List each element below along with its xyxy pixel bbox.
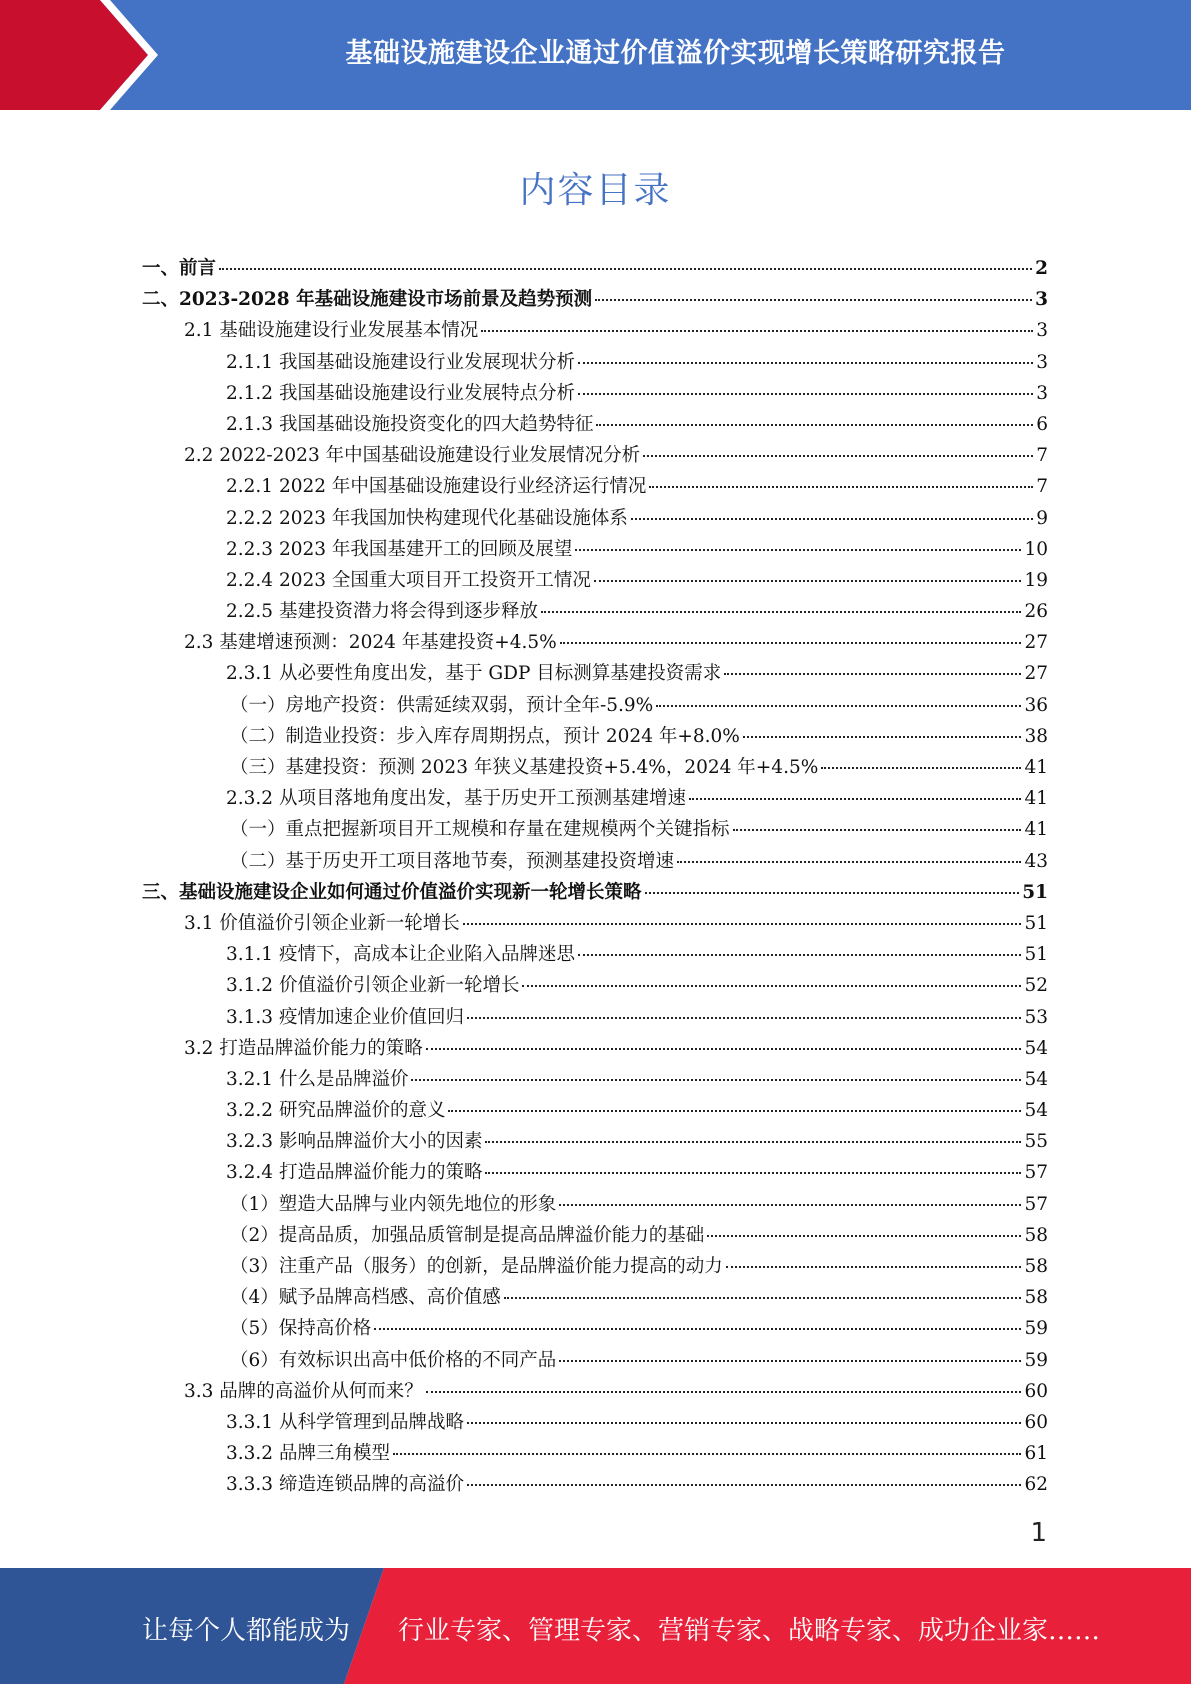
toc-entry-page: 58: [1024, 1287, 1048, 1309]
toc-entry-label: 3.1 价值溢价引领企业新一轮增长: [184, 912, 460, 934]
toc-entry-page: 3: [1036, 320, 1048, 342]
toc-dot-leader: [560, 642, 1022, 644]
toc-entry[interactable]: [142, 566, 1048, 597]
toc-dot-leader: [374, 1328, 1021, 1330]
toc-entry-page: 58: [1024, 1224, 1048, 1246]
toc-entry-page: 3: [1036, 382, 1048, 404]
toc-entry[interactable]: [142, 1003, 1048, 1034]
toc-entry-page: 51: [1024, 912, 1048, 934]
toc-entry[interactable]: [142, 847, 1048, 878]
toc-dot-leader: [426, 1048, 1022, 1050]
toc-dot-leader: [724, 673, 1021, 675]
header-red-arrow: [0, 0, 160, 110]
toc-dot-leader: [726, 1266, 1022, 1268]
toc-entry-label: （三）基建投资：预测 2023 年狭义基建投资+5.4%，2024 年+4.5%: [230, 757, 819, 778]
toc-entry-label: 三、基础设施建设企业如何通过价值溢价实现新一轮增长策略: [142, 881, 642, 903]
toc-entry[interactable]: [142, 722, 1048, 753]
toc-entry[interactable]: [142, 1470, 1048, 1501]
toc-entry[interactable]: [142, 597, 1048, 628]
toc-dot-leader: [467, 1484, 1021, 1486]
toc-entry-page: 59: [1024, 1318, 1048, 1340]
toc-entry-label: （二）制造业投资：步入库存周期拐点，预计 2024 年+8.0%: [230, 725, 740, 747]
toc-entry-label: 2.1 基础设施建设行业发展基本情况: [184, 320, 479, 342]
toc-dot-leader: [559, 1204, 1021, 1206]
toc-entry-label: 2.2.1 2022 年中国基础设施建设行业经济运行情况: [226, 476, 647, 498]
toc-entry-label: 3.1.1 疫情下，高成本让企业陷入品牌迷思: [226, 944, 575, 966]
toc-dot-leader: [643, 455, 1033, 457]
toc-entry-page: 54: [1024, 1068, 1048, 1090]
toc-entry[interactable]: [142, 1439, 1048, 1470]
toc-entry-page: 6: [1036, 413, 1048, 435]
toc-dot-leader: [645, 892, 1020, 894]
toc-dot-leader: [485, 1141, 1021, 1143]
toc-entry[interactable]: [142, 659, 1048, 690]
toc-dot-leader: [504, 1297, 1022, 1299]
toc-dot-leader: [578, 362, 1033, 364]
toc-dot-leader: [649, 486, 1033, 488]
toc-entry-page: 53: [1024, 1006, 1048, 1028]
toc-dot-leader: [219, 268, 1032, 270]
toc-entry-page: 10: [1024, 538, 1048, 560]
toc-entry[interactable]: [142, 628, 1048, 659]
toc-dot-leader: [481, 330, 1033, 332]
toc-entry[interactable]: [142, 379, 1048, 410]
toc-entry-label: （一）重点把握新项目开工规模和存量在建规模两个关键指标: [230, 819, 730, 841]
toc-entry-label: （6）有效标识出高中低价格的不同产品: [230, 1349, 557, 1371]
toc-entry[interactable]: [142, 285, 1048, 316]
toc-entry-page: 61: [1024, 1443, 1048, 1465]
toc-entry-label: 3.2.3 影响品牌溢价大小的因素: [226, 1131, 483, 1153]
toc-dot-leader: [522, 985, 1021, 987]
toc-entry[interactable]: [142, 784, 1048, 815]
toc-entry-page: 27: [1024, 632, 1048, 654]
toc-entry-page: 41: [1024, 819, 1048, 841]
toc-entry-label: 3.2 打造品牌溢价能力的策略: [184, 1037, 423, 1059]
toc-entry-label: 2.3.1 从必要性角度出发，基于 GDP 目标测算基建投资需求: [226, 663, 722, 685]
toc-entry-page: 3: [1035, 289, 1048, 311]
toc-entry-page: 36: [1024, 694, 1048, 716]
toc-entry-page: 54: [1024, 1037, 1048, 1059]
toc-dot-leader: [689, 798, 1021, 800]
toc-entry-page: 55: [1024, 1131, 1048, 1153]
toc-entry[interactable]: [142, 1158, 1048, 1189]
toc-entry-page: 41: [1024, 757, 1048, 778]
toc-dot-leader: [594, 580, 1022, 582]
toc-entry[interactable]: [142, 535, 1048, 566]
toc-entry-label: 3.3 品牌的高溢价从何而来？: [184, 1380, 423, 1402]
toc-entry-label: 2.2.5 基建投资潜力将会得到逐步释放: [226, 601, 538, 623]
toc-entry-page: 3: [1036, 351, 1048, 373]
toc-entry[interactable]: [142, 1252, 1048, 1283]
toc-entry-label: 2.3.2 从项目落地角度出发，基于历史开工预测基建增速: [226, 788, 686, 810]
toc-entry-page: 51: [1022, 881, 1048, 903]
toc-entry[interactable]: [142, 1065, 1048, 1096]
toc-entry[interactable]: [142, 878, 1048, 909]
toc-entry-label: 3.1.3 疫情加速企业价值回归: [226, 1006, 464, 1028]
toc-entry-label: （二）基于历史开工项目落地节奏，预测基建投资增速: [230, 850, 675, 872]
toc-entry[interactable]: [142, 316, 1048, 347]
toc-entry-page: 26: [1024, 601, 1048, 623]
toc-entry[interactable]: [142, 1096, 1048, 1127]
header-band: [0, 0, 1191, 110]
toc-dot-leader: [578, 954, 1021, 956]
toc-entry-page: 19: [1024, 569, 1048, 591]
toc-dot-leader: [426, 1391, 1022, 1393]
toc-entry-label: 3.3.2 品牌三角模型: [226, 1443, 390, 1465]
toc-dot-leader: [595, 299, 1032, 301]
toc-dot-leader: [743, 736, 1022, 738]
toc-entry[interactable]: [142, 1314, 1048, 1345]
toc-entry[interactable]: [142, 1221, 1048, 1252]
toc-dot-leader: [707, 1235, 1021, 1237]
toc-dot-leader: [541, 611, 1021, 613]
toc-entry-label: 二、2023-2028 年基础设施建设市场前景及趋势预测: [142, 289, 593, 311]
toc-entry-label: 2.1.2 我国基础设施建设行业发展特点分析: [226, 382, 575, 404]
report-title: 基础设施建设企业通过价值溢价实现增长策略研究报告: [345, 37, 1006, 69]
toc-entry-page: 51: [1024, 944, 1048, 966]
toc-title: 内容目录: [519, 170, 672, 211]
toc-entry-label: （4）赋予品牌高档感、高价值感: [230, 1287, 501, 1309]
toc-entry-page: 60: [1024, 1411, 1048, 1433]
toc-dot-leader: [467, 1422, 1021, 1424]
toc-entry-page: 7: [1036, 476, 1048, 498]
toc-dot-leader: [578, 393, 1033, 395]
toc-entry[interactable]: [142, 909, 1048, 940]
toc-dot-leader: [467, 1017, 1021, 1019]
toc-entry-label: （一）房地产投资：供需延续双弱，预计全年-5.9%: [230, 694, 654, 716]
toc-entry-label: 2.1.3 我国基础设施投资变化的四大趋势特征: [226, 413, 594, 435]
toc-entry[interactable]: [142, 504, 1048, 535]
toc-entry[interactable]: [142, 348, 1048, 379]
toc-entry-page: 38: [1024, 725, 1048, 747]
toc-entry-label: 3.2.1 什么是品牌溢价: [226, 1068, 409, 1090]
toc-dot-leader: [733, 829, 1022, 831]
toc-entry-page: 58: [1024, 1256, 1048, 1277]
table-of-contents: [142, 254, 1048, 1502]
toc-entry-page: 43: [1024, 850, 1048, 872]
toc-entry[interactable]: [142, 1377, 1048, 1408]
toc-entry-page: 57: [1024, 1193, 1048, 1215]
toc-entry-label: 2.2 2022-2023 年中国基础设施建设行业发展情况分析: [184, 445, 641, 467]
toc-entry[interactable]: [142, 1283, 1048, 1314]
toc-entry-label: （2）提高品质，加强品质管制是提高品牌溢价能力的基础: [230, 1224, 705, 1246]
toc-entry-page: 54: [1024, 1100, 1048, 1122]
toc-entry-label: 3.3.3 缔造连锁品牌的高溢价: [226, 1474, 464, 1496]
toc-entry[interactable]: [142, 753, 1048, 784]
toc-dot-leader: [393, 1453, 1021, 1455]
toc-entry-label: 2.3 基建增速预测：2024 年基建投资+4.5%: [184, 632, 557, 654]
toc-entry-label: 一、前言: [142, 258, 217, 279]
toc-entry-label: （5）保持高价格: [230, 1318, 372, 1340]
toc-dot-leader: [485, 1172, 1021, 1174]
toc-entry-page: 27: [1024, 663, 1048, 685]
toc-entry-page: 41: [1024, 788, 1048, 810]
toc-dot-leader: [631, 518, 1033, 520]
toc-entry-page: 62: [1024, 1474, 1048, 1496]
toc-entry-page: 52: [1024, 975, 1048, 997]
toc-entry-page: 60: [1024, 1380, 1048, 1402]
toc-entry[interactable]: [142, 971, 1048, 1002]
toc-entry[interactable]: [142, 441, 1048, 472]
toc-entry-label: 3.2.2 研究品牌溢价的意义: [226, 1100, 446, 1122]
toc-entry-page: 57: [1024, 1162, 1048, 1184]
page-number: 1: [1030, 1518, 1047, 1548]
toc-entry[interactable]: [142, 254, 1048, 285]
toc-entry[interactable]: [142, 940, 1048, 971]
toc-entry[interactable]: [142, 691, 1048, 722]
toc-entry-page: 7: [1036, 445, 1048, 467]
toc-entry[interactable]: [142, 410, 1048, 441]
toc-entry-page: 59: [1024, 1349, 1048, 1371]
toc-dot-leader: [596, 424, 1033, 426]
footer-slogan-left: 让每个人都能成为: [142, 1616, 351, 1646]
toc-entry-label: 2.2.2 2023 年我国加快构建现代化基础设施体系: [226, 507, 628, 529]
toc-entry-label: 3.2.4 打造品牌溢价能力的策略: [226, 1162, 483, 1184]
toc-entry-label: 2.2.4 2023 全国重大项目开工投资开工情况: [226, 569, 591, 591]
toc-dot-leader: [575, 549, 1021, 551]
toc-entry-label: 2.2.3 2023 年我国基建开工的回顾及展望: [226, 538, 573, 560]
toc-entry-label: （3）注重产品（服务）的创新，是品牌溢价能力提高的动力: [230, 1256, 723, 1277]
toc-dot-leader: [821, 767, 1021, 769]
toc-dot-leader: [463, 923, 1022, 925]
toc-entry-label: 2.1.1 我国基础设施建设行业发展现状分析: [226, 351, 575, 373]
toc-entry[interactable]: [142, 1127, 1048, 1158]
toc-entry-page: 2: [1035, 258, 1048, 279]
toc-dot-leader: [411, 1079, 1021, 1081]
toc-entry-label: 3.1.2 价值溢价引领企业新一轮增长: [226, 975, 520, 997]
toc-entry[interactable]: [142, 1190, 1048, 1221]
toc-entry[interactable]: [142, 472, 1048, 503]
toc-dot-leader: [448, 1110, 1021, 1112]
toc-entry[interactable]: [142, 1034, 1048, 1065]
toc-entry[interactable]: [142, 1346, 1048, 1377]
toc-entry-page: 9: [1036, 507, 1048, 529]
footer-slogan-right: 行业专家、管理专家、营销专家、战略专家、成功企业家……: [398, 1616, 1101, 1646]
toc-entry-label: （1）塑造大品牌与业内领先地位的形象: [230, 1193, 557, 1215]
toc-entry[interactable]: [142, 815, 1048, 846]
toc-dot-leader: [656, 705, 1021, 707]
toc-dot-leader: [559, 1360, 1021, 1362]
toc-dot-leader: [677, 861, 1021, 863]
toc-entry[interactable]: [142, 1408, 1048, 1439]
toc-entry-label: 3.3.1 从科学管理到品牌战略: [226, 1411, 464, 1433]
